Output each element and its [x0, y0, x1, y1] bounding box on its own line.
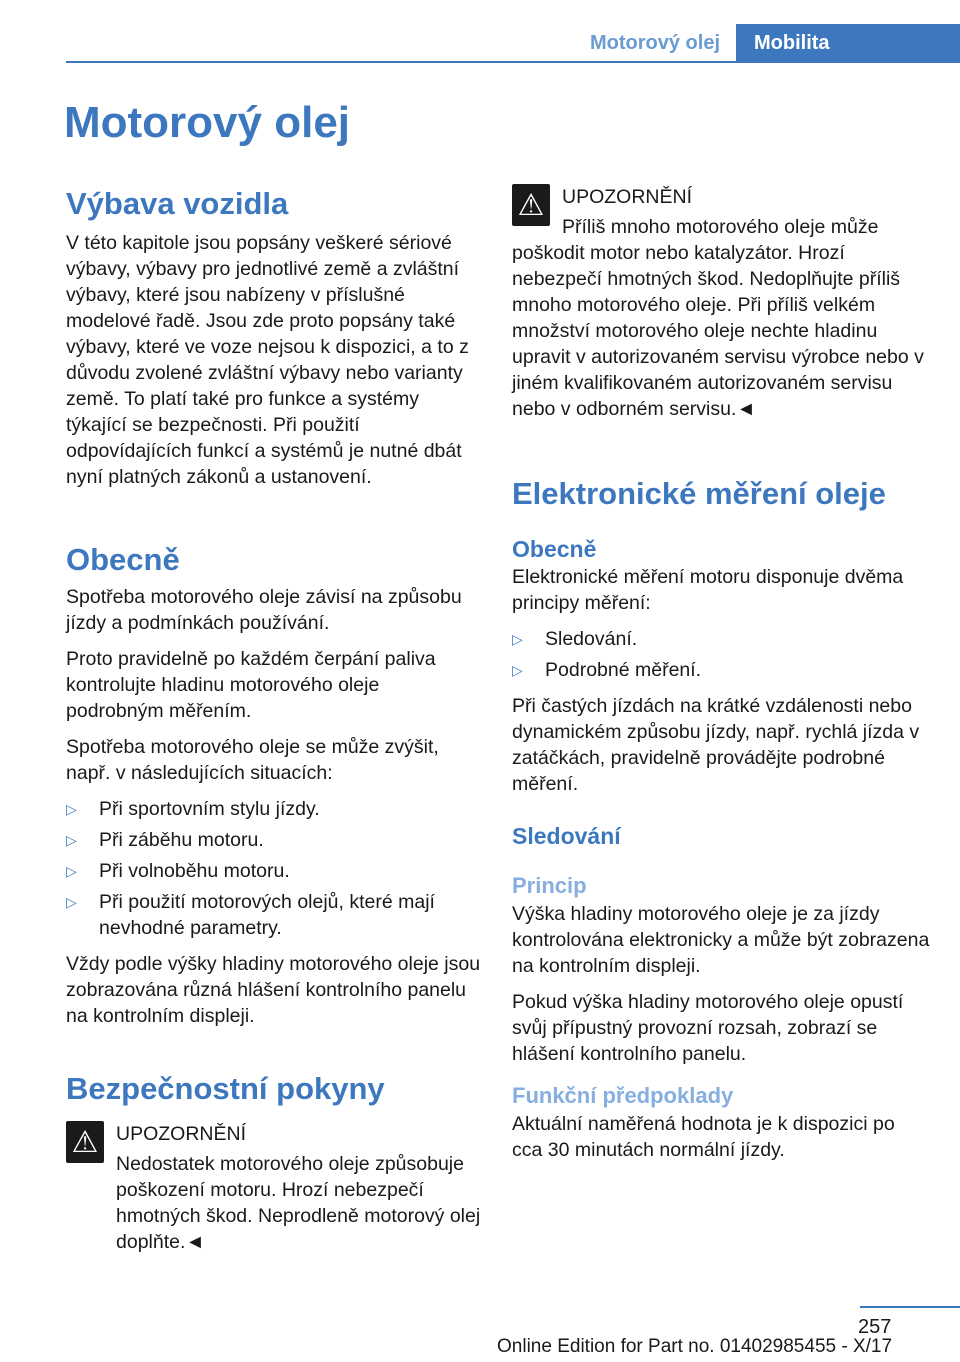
warning-label: UPOZORNĚNÍ [562, 186, 693, 208]
safety-heading: Bezpečnostní pokyny [66, 1071, 385, 1106]
warning-text: Nedostatek motorového oleje způsobuje poškození motoru. Hrozí nebezpečí hmotných škod. Neprodleně motorový olej doplňte.◄ [116, 1153, 481, 1253]
warning-text: Příliš mnoho motorového oleje může poškodit motor nebo katalyzátor. Hrozí nebezpečí hmotných škod. Nedoplňujte příliš mnoho motorového oleje. Při příliš velkém množství motorového oleje nechte hladinu upravit v autorizovaném servisu výrobce nebo v jiném kvalifikovaném autorizovaném servisu nebo v odborném servisu.◄ [512, 216, 924, 420]
header-section-tab: Motorový olej [589, 32, 720, 54]
page-number: 257 [858, 1316, 892, 1338]
warning-triangle-icon: ⚠ [512, 184, 550, 226]
header-divider [66, 61, 960, 63]
triangle-bullet-icon: ▷ [66, 863, 77, 879]
list-item: ▷ Při záběhu motoru. [66, 829, 264, 851]
prerequisites-text: Aktuální naměřená hodnota je k dispozici po cca 30 minutách normální jízdy. [512, 1113, 895, 1161]
electronic-general-text: Elektronické měření motoru disponuje dvěma principy měření: [512, 566, 904, 614]
footer-divider [860, 1306, 960, 1308]
triangle-bullet-icon: ▷ [66, 894, 77, 910]
list-item: ▷ Při volnoběhu motoru. [66, 860, 290, 882]
list-item: ▷ Při sportovním stylu jízdy. [66, 798, 320, 820]
triangle-bullet-icon: ▷ [66, 832, 77, 848]
triangle-bullet-icon: ▷ [512, 631, 523, 647]
general-paragraph-3: Spotřeba motorového oleje se může zvýšit, např. v následujících situacích: [66, 736, 439, 784]
consumption-list [66, 796, 482, 941]
monitoring-heading: Sledování [512, 823, 621, 849]
electronic-heading: Elektronické měření oleje [512, 476, 886, 511]
warning-label: UPOZORNĚNÍ [116, 1123, 247, 1145]
header-tabs [590, 24, 960, 62]
edition-footer: Online Edition for Part no. 01402985455 - X/17 [497, 1336, 893, 1357]
short-trips-text: Při častých jízdách na krátké vzdálenosti nebo dynamickém způsobu jízdy, např. rychlá jízda v zatáčkách, pravidelně provádějte podrobné měření. [512, 695, 920, 795]
warning-box-low-oil [66, 1121, 482, 1255]
triangle-bullet-icon: ▷ [512, 662, 523, 678]
header-chapter-tab: Mobilita [736, 24, 960, 62]
right-column [512, 184, 930, 1173]
list-item: ▷ Podrobné měření. [512, 659, 702, 681]
equipment-heading: Výbava vozidla [66, 186, 289, 221]
electronic-general-heading: Obecně [512, 536, 597, 562]
list-item: ▷ Sledování. [512, 628, 638, 650]
general-paragraph-4: Vždy podle výšky hladiny motorového oleje jsou zobrazována různá hlášení kontrolního panelu na kontrolním displeji. [66, 953, 481, 1027]
general-paragraph-2: Proto pravidelně po každém čerpání paliva kontrolujte hladinu motorového oleje podrobným měřením. [66, 648, 436, 722]
warning-box-overfill [512, 184, 930, 422]
principle-paragraph-1: Výška hladiny motorového oleje je za jízdy kontrolována elektronicky a může být zobrazena na kontrolním displeji. [512, 903, 930, 977]
list-item: ▷ Při použití motorových olejů, které mají nevhodné parametry. [66, 891, 435, 939]
equipment-text: V této kapitole jsou popsány veškeré sériové výbavy, výbavy pro jednotlivé země a zvláštní výbavy, které jsou nabízeny v příslušné modelové řadě. Jsou zde proto popsány také výbavy, které ve voze nejsou k dispozici, a to z důvodu zvolené zvláštní výbavy nebo varianty země. To platí také pro funkce a systémy týkající se bezpečnosti. Při použití odpovídajících funkcí a systémů je nutné dbát nyní platných zákonů a ustanovení. [66, 232, 469, 488]
general-heading: Obecně [66, 542, 180, 577]
general-paragraph-1: Spotřeba motorového oleje závisí na způsobu jízdy a podmínkách používání. [66, 586, 462, 634]
page-title: Motorový olej [64, 98, 351, 147]
warning-triangle-icon: ⚠ [66, 1121, 104, 1163]
left-column [66, 184, 482, 1255]
prerequisites-heading: Funkční předpoklady [512, 1083, 734, 1108]
principles-list [512, 626, 930, 683]
triangle-bullet-icon: ▷ [66, 801, 77, 817]
principle-heading: Princip [512, 873, 587, 898]
principle-paragraph-2: Pokud výška hladiny motorového oleje opustí svůj přípustný provozní rozsah, zobrazí se hlášení kontrolního panelu. [512, 991, 904, 1065]
